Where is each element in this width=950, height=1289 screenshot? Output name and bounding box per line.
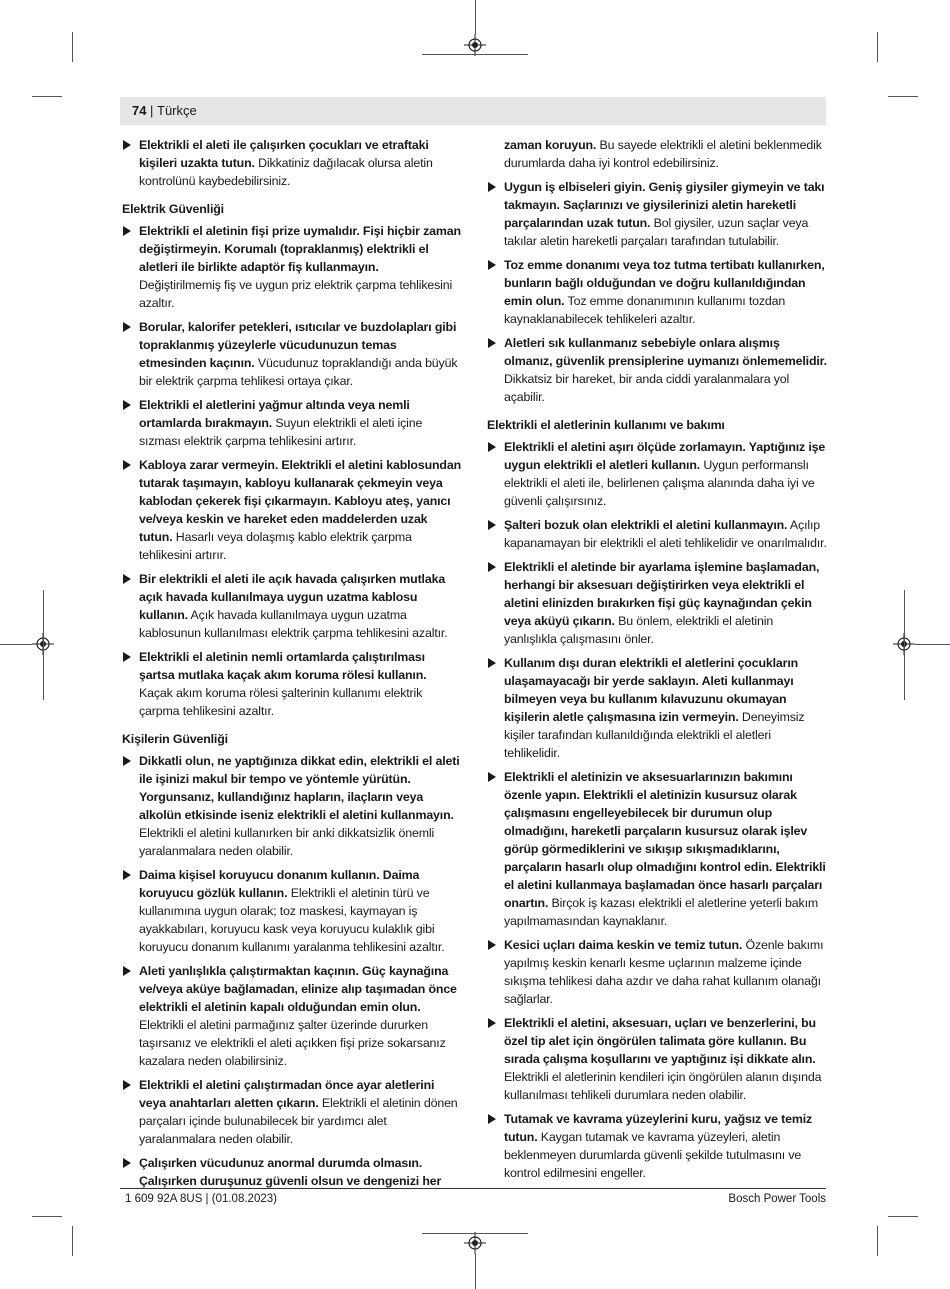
- list-item: Elektrikli el aletini aşırı ölçüde zorlamayın. Yaptığınız işe uygun elektrikli el aletleri kullanın. Uygun performanslı elektrikli el aleti ile, belirlenen çalışma alanında daha iyi ve güvenli çalışırsınız.: [487, 438, 827, 510]
- crop-mark: [422, 54, 528, 55]
- header-language: Türkçe: [157, 103, 197, 118]
- list-item: Aleti yanlışlıkla çalıştırmaktan kaçının. Güç kaynağına ve/veya aküye bağlamadan, elinize alıp taşımadan önce elektrikli el aletinin kapalı olduğundan emin olun. Elektrikli el aletini parmağınız şalter üzerinde dururken taşırsanız ve elektrikli el aleti açıkken fişi prize sokarsanız kazalara neden olabilirsiniz.: [122, 962, 462, 1070]
- list-item: Dikkatli olun, ne yaptığınıza dikkat edin, elektrikli el aleti ile işinizi makul bir tempo ve yöntemle yürütün. Yorgunsanız, kullandığınız hapların, ilaçların veya alkolün etkisinde iseniz elektrikli el aletini kullanmayın. Elektrikli el aletini kullanırken bir anki dikkatsizlik önemli yaralanmalara neden olabilir.: [122, 752, 462, 860]
- list-item: Çalışırken vücudunuz anormal durumda olmasın. Çalışırken duruşunuz güvenli olsun ve dengenizi her: [122, 1154, 462, 1190]
- crop-mark: [72, 1226, 73, 1256]
- crop-mark: [0, 644, 32, 645]
- section-heading: Kişilerin Güvenliği: [122, 732, 228, 746]
- bullet-triangle-icon: [488, 260, 496, 270]
- bullet-triangle-icon: [123, 966, 131, 976]
- bullet-triangle-icon: [123, 1158, 131, 1168]
- footer-document-id: 1 609 92A 8US | (01.08.2023): [125, 1193, 277, 1205]
- crop-mark: [888, 96, 918, 97]
- bullet-triangle-icon: [123, 400, 131, 410]
- list-item: Toz emme donanımı veya toz tutma tertibatı kullanırken, bunların bağlı olduğundan ve doğru kullanıldığından emin olun. Toz emme donanımının kullanımı tozdan kaynaklanabilecek tehlikeleri azaltır.: [487, 256, 827, 328]
- bullet-triangle-icon: [123, 226, 131, 236]
- header-band: [120, 97, 826, 125]
- crop-mark: [72, 32, 73, 62]
- list-item: Elektrikli el aletini, aksesuarı, uçları ve benzerlerini, bu özel tip alet için öngörülen talimata göre kullanın. Bu sırada çalışma koşullarını ve yaptığınız işi dikkate alın. Elektrikli el aletlerinin kendileri için öngörülen alanın dışında kullanılması tehlikeli durumlara neden olabilir.: [487, 1014, 827, 1104]
- section-heading: Elektrik Güvenliği: [122, 202, 224, 216]
- crop-mark: [915, 644, 950, 645]
- bullet-triangle-icon: [488, 338, 496, 348]
- list-item: Elektrikli el aletinin nemli ortamlarda çalıştırılması şartsa mutlaka kaçak akım koruma rölesi kullanın. Kaçak akım koruma rölesi şalterinin kullanımı elektrik çarpma tehlikesini azaltır.: [122, 648, 462, 720]
- list-item: Elektrikli el aletlerini yağmur altında veya nemli ortamlarda bırakmayın. Suyun elektrikli el aleti içine sızması elektrik çarpma tehlikesini artırır.: [122, 396, 462, 450]
- bullet-triangle-icon: [123, 460, 131, 470]
- bullet-triangle-icon: [488, 442, 496, 452]
- left-column: [122, 136, 462, 1196]
- list-item: Borular, kalorifer petekleri, ısıtıcılar ve buzdolapları gibi topraklanmış yüzeylerle vücudunuzun temas etmesinden kaçının. Vücudunuz topraklandığı anda büyük bir elektrik çarpma tehlikesi ortaya çıkar.: [122, 318, 462, 390]
- list-item: Elektrikli el aletinde bir ayarlama işlemine başlamadan, herhangi bir aksesuarı değiştirirken veya elektrikli el aletini elinizden bırakırken fişi güç kaynağından çekin veya aküyü çıkarın. Bu önlem, elektrikli el aletinin yanlışlıkla çalışmasını önler.: [487, 558, 827, 648]
- crop-mark: [475, 0, 476, 34]
- crop-mark: [32, 1216, 62, 1217]
- bullet-triangle-icon: [488, 1114, 496, 1124]
- crop-mark: [475, 1254, 476, 1289]
- footer-rule: [120, 1188, 826, 1189]
- bullet-triangle-icon: [488, 658, 496, 668]
- list-item: Elektrikli el aletinizin ve aksesuarlarınızın bakımını özenle yapın. Elektrikli el aletinizin kusursuz olarak çalışmasını engelleyebilecek bir durumun olup olmadığını, hareketli parçaların kusursuz olarak işlev görüp görmediklerini ve sıkışıp sıkışmadıklarını, parçaların hasarlı olup olmadığını kontrol edin. Elektrikli el aletini kullanmaya başlamadan önce hasarlı parçaları onartın. Birçok iş kazası elektrikli el aletlerine yeterli bakım yapılmamasından kaynaklanır.: [487, 768, 827, 930]
- crop-mark: [904, 590, 905, 700]
- list-item: Elektrikli el aleti ile çalışırken çocukları ve etraftaki kişileri uzakta tutun. Dikkatiniz dağılacak olursa aletin kontrolünü kaybedebilirsiniz.: [122, 136, 462, 190]
- bullet-triangle-icon: [488, 562, 496, 572]
- bullet-triangle-icon: [123, 1080, 131, 1090]
- footer-brand: Bosch Power Tools: [728, 1193, 826, 1205]
- list-item-continued: zaman koruyun. Bu sayede elektrikli el aletini beklenmedik durumlarda daha iyi kontrol edebilirsiniz.: [504, 138, 822, 170]
- registration-mark-icon: [464, 34, 486, 56]
- list-item: Kabloya zarar vermeyin. Elektrikli el aletini kablosundan tutarak taşımayın, kabloyu kullanarak çekmeyin veya kablodan çekerek fişi çıkarmayın. Kabloyu ateş, yanıcı ve/veya keskin ve hareket eden maddelerden uzak tutun. Hasarlı veya dolaşmış kablo elektrik çarpma tehlikesini artırır.: [122, 456, 462, 564]
- crop-mark: [888, 1216, 918, 1217]
- bullet-triangle-icon: [123, 140, 131, 150]
- bullet-triangle-icon: [123, 756, 131, 766]
- bullet-triangle-icon: [488, 520, 496, 530]
- bullet-triangle-icon: [123, 574, 131, 584]
- crop-mark: [877, 32, 878, 62]
- bullet-triangle-icon: [488, 940, 496, 950]
- list-item: Aletleri sık kullanmanız sebebiyle onlara alışmış olmanız, güvenlik prensiplerine uymanızı önlememelidir. Dikkatsiz bir hareket, bir anda ciddi yaralanmalara yol açabilir.: [487, 334, 827, 406]
- list-item: Uygun iş elbiseleri giyin. Geniş giysiler giymeyin ve takı takmayın. Saçlarınızı ve giysilerinizi aletin hareketli parçalarından uzak tutun. Bol giysiler, uzun saçlar veya takılar aletin hareketli parçaları tarafından tutulabilir.: [487, 178, 827, 250]
- bullet-triangle-icon: [488, 182, 496, 192]
- list-item: Bir elektrikli el aleti ile açık havada çalışırken mutlaka açık havada kullanılmaya uygun uzatma kablosu kullanın. Açık havada kullanılmaya uygun uzatma kablosunun kullanılması elektrik çarpma tehlikesini azaltır.: [122, 570, 462, 642]
- bullet-triangle-icon: [488, 1018, 496, 1028]
- list-item: Şalteri bozuk olan elektrikli el aletini kullanmayın. Açılıp kapanamayan bir elektrikli el aleti tehlikelidir ve onarılmalıdır.: [487, 516, 827, 552]
- registration-mark-icon: [464, 1232, 486, 1254]
- crop-mark: [32, 96, 62, 97]
- bullet-triangle-icon: [488, 772, 496, 782]
- list-item: Kesici uçları daima keskin ve temiz tutun. Özenle bakımı yapılmış keskin kenarlı kesme uçlarının malzeme içinde sıkışma tehlikesi daha azdır ve daha rahat kullanım olanağı sağlarlar.: [487, 936, 827, 1008]
- page-number: 74: [132, 103, 147, 118]
- crop-mark: [422, 1233, 528, 1234]
- crop-mark: [43, 590, 44, 700]
- crop-mark: [877, 1226, 878, 1256]
- list-item: Elektrikli el aletini çalıştırmadan önce ayar aletlerini veya anahtarları aletten çıkarın. Elektrikli el aletinin dönen parçaları içinde bulunabilecek bir yardımcı alet yaralanmalara neden olabilir.: [122, 1076, 462, 1148]
- list-item: Daima kişisel koruyucu donanım kullanın. Daima koruyucu gözlük kullanın. Elektrikli el aletinin türü ve kullanımına uygun olarak; toz maskesi, kaymayan iş ayakkabıları, koruyucu kask veya koruyucu kulaklık gibi koruyucu donanım kullanımı yaralanma tehlikesini azaltır.: [122, 866, 462, 956]
- right-column: [487, 136, 827, 1188]
- list-item: Kullanım dışı duran elektrikli el aletlerini çocukların ulaşamayacağı bir yerde saklayın. Aleti kullanmayı bilmeyen veya bu kullanım kılavuzunu okumayan kişilerin aletle çalışmasına izin vermeyin. Deneyimsiz kişiler tarafından kullanıldığında elektrikli el aletleri tehlikelidir.: [487, 654, 827, 762]
- bullet-triangle-icon: [123, 870, 131, 880]
- bullet-triangle-icon: [123, 322, 131, 332]
- list-item: Elektrikli el aletinin fişi prize uymalıdır. Fişi hiçbir zaman değiştirmeyin. Korumalı (topraklanmış) elektrikli el aletleri ile birlikte adaptör fiş kullanmayın. Değiştirilmemiş fiş ve uygun priz elektrik çarpma tehlikesini azaltır.: [122, 222, 462, 312]
- bullet-triangle-icon: [123, 652, 131, 662]
- list-item: Tutamak ve kavrama yüzeylerini kuru, yağsız ve temiz tutun. Kaygan tutamak ve kavrama yüzeyleri, aletin beklenmeyen durumlarda güvenli şekilde tutulmasını ve kontrol edilmesini engeller.: [487, 1110, 827, 1182]
- header-separator: |: [150, 103, 154, 118]
- section-heading: Elektrikli el aletlerinin kullanımı ve bakımı: [487, 418, 725, 432]
